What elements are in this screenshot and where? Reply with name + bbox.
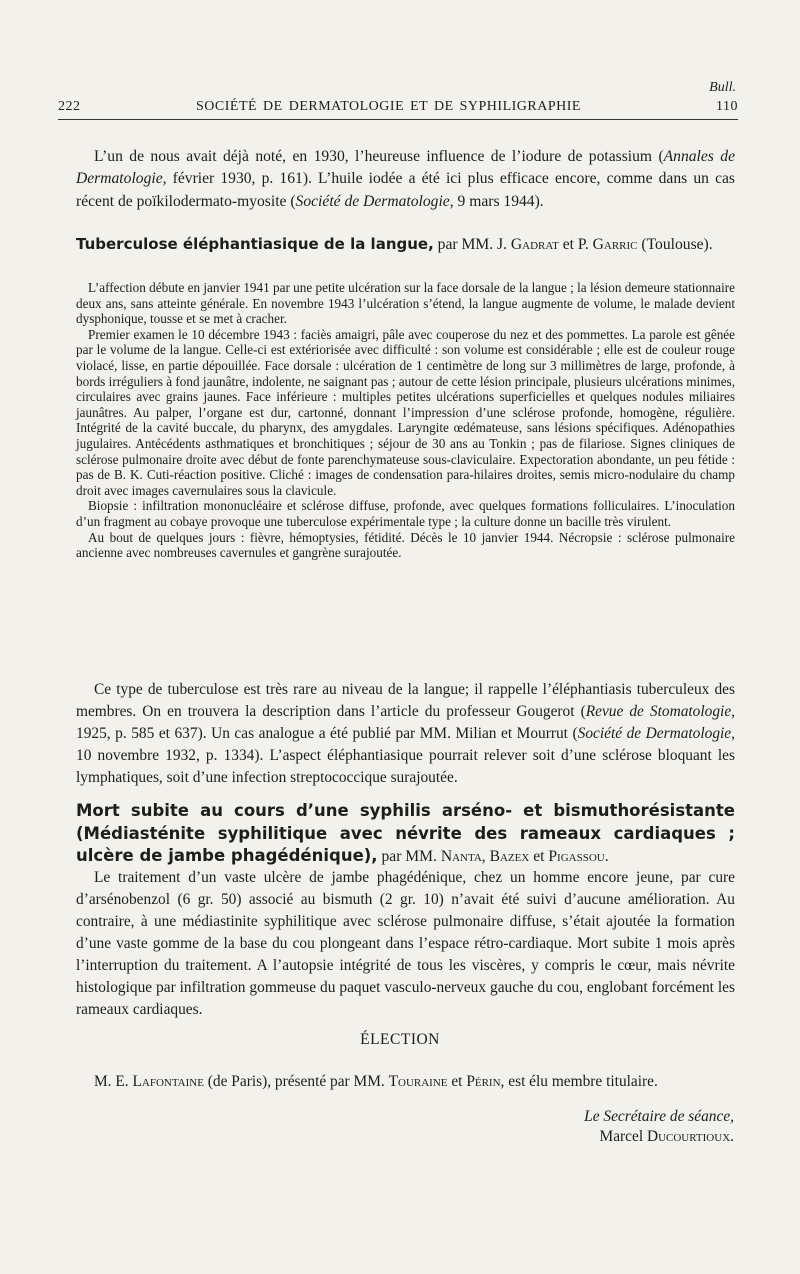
author-name: Garric [592, 236, 638, 253]
text-span: Marcel [599, 1128, 647, 1145]
member-name: Lafontaine [132, 1073, 204, 1090]
author-name: Bazex [489, 848, 530, 865]
text-span: et [447, 1073, 467, 1090]
discussion-paragraph [76, 679, 735, 789]
text-span: (de Paris), présenté par MM. [203, 1073, 389, 1090]
signature-name [584, 1127, 734, 1147]
citation-italic: Société de Dermatologie, [295, 192, 454, 210]
text-span: et P. [558, 236, 593, 253]
case-paragraph: Biopsie : infiltration mononucléaire et sclérose diffuse, profonde, avec quelques formations folliculaires. L’inoculation d’un fragment au cobaye provoque une tuberculose expérimentale type ; la culture donne un bacille très virulent. [76, 498, 735, 529]
citation-italic: Annales de Dermatologie, [76, 148, 735, 188]
member-name: Périn [466, 1073, 501, 1090]
text-span: et [529, 848, 549, 865]
text-span: . [604, 848, 609, 865]
citation-italic: Société de Dermatologie, [577, 725, 735, 742]
case-paragraph: L’affection débute en janvier 1941 par une petite ulcération sur la face dorsale de la langue ; la lésion demeure stationnaire deux ans, sans atteinte générale. En novembre 1943 l’ulcération s’étend, la langue augmente de volume, le malade devient dysphonique, tousse et se met à cracher. [76, 280, 735, 327]
signature-role: Le Secrétaire de séance, [584, 1108, 734, 1125]
article-title-tuberculose [76, 234, 735, 256]
article-title-mort-subite [76, 800, 735, 868]
page-number-right: 110 [716, 99, 738, 114]
author-name: Pigassou [548, 848, 605, 865]
journal-title: SOCIÉTÉ DE DERMATOLOGIE ET DE SYPHILIGRAPHIE [196, 99, 581, 114]
running-header [58, 99, 738, 120]
election-heading: ÉLECTION [360, 1031, 440, 1048]
text-span: (Toulouse). [637, 236, 713, 253]
case-paragraph: Premier examen le 10 décembre 1943 : faciès amaigri, pâle avec couperose du nez et des pommettes. La parole est gênée par le volume de la langue. Celle-ci est extériorisée avec difficulté : son volume est considérable ; elle est de couleur rouge violacé, lisse, en partie dépouillée. Face dorsale : ulcération de 1 centimètre de long sur 3 millimètres de large, profonde, à bords irréguliers à fond jaunâtre, indolente, ne saignant pas ; autour de cette lésion principale, plusieurs ulcérations minimes, circulaires avec grains jaunes. Face inférieure : multiples petites ulcérations superficielles et quelques nodules miliaires jaunâtres. Au palper, l’organe est dur, cartonné, donnant l’impression d’une sclérose profonde, homogène, régulière. Intégrité de la cavité buccale, du pharynx, des amygdales. Laryngite œdémateuse, sans lésions spécifiques. Adénopathies jugulaires. Antécédents asthmatiques et bronchitiques ; séjour de 30 ans au Tonkin ; pas de filariose. Signes cliniques de sclérose pulmonaire droite avec début de fonte parenchymateuse sous-claviculaire. Expectoration abondante, un peu fétide : pas de B. K. Cuti-réaction positive. Cliché : images de condensation para-hilaires droites, semis micro-nodulaire du champ droit avec images cavernulaires sous la clavicule. [76, 326, 735, 498]
case-paragraph-syphilis: Le traitement d’un vaste ulcère de jambe phagédénique, chez un homme encore jeune, par cure d’arsénobenzol (6 gr. 50) associé au bismuth (2 gr. 10) n’avait été suivi d’aucune amélioration. Au contraire, à une médiastinite syphilitique avec sclérose pulmonaire diffuse, s’était ajoutée la formation d’une vaste gomme de la base du cou plongeant dans l’espace rétro-cardiaque. Mort subite 1 mois après l’interruption du traitement. A l’autopsie intégrité de tous les viscères, y compris le cœur, mais névrite histologique par infiltration gommeuse du paquet vasculo-nerveux gauche du cou, englobant forcément les rameaux cardiaques. [76, 869, 735, 1018]
author-name: Gadrat [510, 236, 559, 253]
text-span: par MM. J. [433, 236, 511, 253]
signatory-surname: Ducourtioux. [646, 1128, 734, 1145]
text-span: février 1930, p. 161). L’huile iodée a été ici plus efficace encore, comme dans un cas récent de poïkilodermato-myosite ( [76, 170, 735, 210]
page-number-left: 222 [58, 99, 81, 114]
text-span: Ce type de tuberculose est très rare au niveau de la langue; il rappelle l’éléphantiasis tuberculeux des membres. On en trouvera la description dans l’article du professeur Gougerot ( [76, 681, 735, 720]
election-paragraph [76, 1071, 735, 1093]
author-name: Nanta [440, 848, 482, 865]
case-paragraph: Au bout de quelques jours : fièvre, hémoptysies, fétidité. Décès le 10 janvier 1944. Nécropsie : sclérose pulmonaire ancienne avec nombreuses cavernules et gangrène surajoutée. [76, 529, 735, 561]
citation-italic: Revue de Stomatologie, [585, 703, 736, 720]
text-span: 1925, p. 585 et 637). Un cas analogue a été publié par MM. Milian et Mourrut ( [76, 725, 578, 742]
text-span: L’un de nous avait déjà noté, en 1930, l’heureuse influence de l’iodure de potassium ( [94, 148, 664, 165]
case-report-block [76, 280, 735, 561]
intro-paragraph [76, 146, 735, 213]
member-name: Touraine [388, 1073, 448, 1090]
text-span: M. E. [94, 1073, 133, 1090]
bulletin-marginal-note: Bull. [709, 80, 736, 95]
text-span: 9 mars 1944). [453, 192, 544, 210]
text-span: , [481, 848, 490, 865]
signature-block [584, 1107, 734, 1147]
text-span: par MM. [377, 848, 441, 865]
text-span: , est élu membre titulaire. [500, 1073, 658, 1090]
title-bold: Mort subite au cours d’une syphilis arséno- et bismuthorésistante (Médiasténite syphilitique avec névrite des rameaux cardiaques ; ulcère de jambe phagédénique), [76, 801, 735, 865]
text-span: 10 novembre 1932, p. 1334). L’aspect éléphantiasique pourrait relever soit d’une sclérose bloquant les lymphatiques, soit d’une infection streptococcique surajoutée. [76, 747, 735, 786]
title-bold: Tuberculose éléphantiasique de la langue, [76, 235, 434, 253]
